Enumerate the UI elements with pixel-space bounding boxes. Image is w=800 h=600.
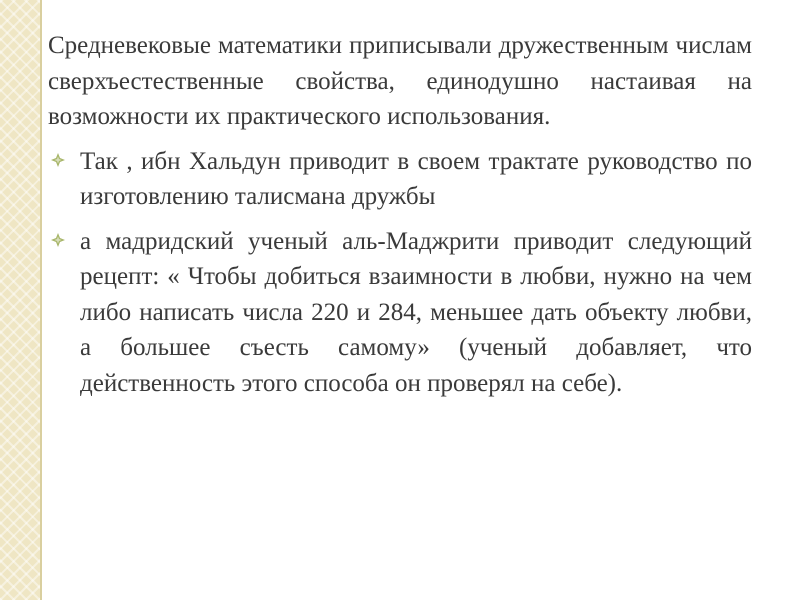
- intro-paragraph: Средневековые математики приписывали дружественным числам сверхъестественные свойства, единодушно настаивая на возможности их практического использования.: [48, 32, 752, 130]
- bullet-text: а мадридский ученый аль-Маджрити приводит следующий рецепт: « Чтобы добиться взаимности в любви, нужно на чем либо написать числа 220 и 284, меньшее дать объекту любви, а большее съесть самому» (ученый добавляет, что действенность этого способа он проверял на себе).: [80, 227, 752, 397]
- slide-content: [48, 28, 752, 401]
- decorative-side-band: [0, 0, 40, 600]
- bullet-item-talisman: [48, 144, 752, 215]
- bullet-text: Так , ибн Хальдун приводит в своем трактате руководство по изготовлению талисмана дружбы: [80, 147, 752, 210]
- diamond-bullet-icon: [50, 232, 66, 248]
- bullet-item-recipe: [48, 224, 752, 402]
- decorative-side-line: [40, 0, 42, 600]
- diamond-bullet-icon: [50, 152, 66, 168]
